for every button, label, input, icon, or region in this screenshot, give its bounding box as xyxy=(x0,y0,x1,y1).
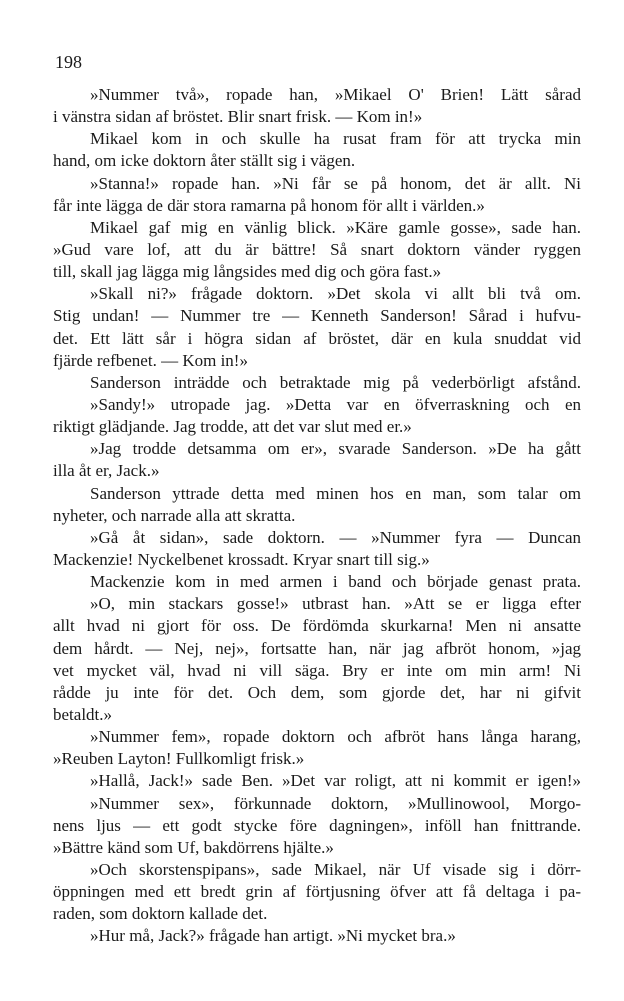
text-line: i vänstra sidan af bröstet. Blir snart frisk. — Kom in!» xyxy=(53,107,423,127)
text-line: rådde ju inte för det. Och dem, som gjorde det, har ni gifvit xyxy=(53,682,581,702)
text-line: får inte lägga de där stora ramarna på honom för allt i världen.» xyxy=(53,195,485,215)
text-line: allt hvad ni gjort för oss. De fördömda skurkarna! Men ni ansatte xyxy=(53,616,581,636)
text-line: öppningen med ett bredt grin af förtjusning öfver att få deltaga i pa- xyxy=(53,882,581,902)
text-line: Sanderson yttrade detta med minen hos en man, som talar om xyxy=(90,483,581,503)
text-line: fjärde refbenet. — Kom in!» xyxy=(53,350,248,370)
text-line: »O, min stackars gosse!» utbrast han. »Att se er ligga efter xyxy=(90,594,581,614)
text-line: Stig undan! — Nummer tre — Kenneth Sanderson! Sårad i hufvu- xyxy=(53,306,581,326)
text-line: »Reuben Layton! Fullkomligt frisk.» xyxy=(53,749,305,769)
text-line: »Och skorstenspipans», sade Mikael, när Uf visade sig i dörr- xyxy=(90,859,581,879)
text-line: vet mycket väl, hvad ni vill säga. Bry er inte om min arm! Ni xyxy=(53,660,581,680)
text-line: till, skall jag lägga mig långsides med dig och göra fast.» xyxy=(53,262,442,282)
text-line: illa åt er, Jack.» xyxy=(53,461,160,481)
body-text xyxy=(53,84,581,947)
text-line: Mackenzie kom in med armen i band och började genast prata. xyxy=(90,572,581,592)
text-line: Mikael gaf mig en vänlig blick. »Käre gamle gosse», sade han. xyxy=(90,217,581,237)
text-line: »Gud vare lof, att du är bättre! Så snart doktorn vänder ryggen xyxy=(53,239,581,259)
text-line: riktigt glädjande. Jag trodde, att det var slut med er.» xyxy=(53,417,412,437)
text-line: Mackenzie! Nyckelbenet krossadt. Kryar snart till sig.» xyxy=(53,549,430,569)
text-line: Sanderson inträdde och betraktade mig på vederbörligt afstånd. xyxy=(90,372,581,392)
text-line: hand, om icke doktorn åter ställt sig i vägen. xyxy=(53,151,356,171)
text-line: »Nummer två», ropade han, »Mikael O' Brien! Lätt sårad xyxy=(90,85,581,104)
text-line: »Gå åt sidan», sade doktorn. — »Nummer fyra — Duncan xyxy=(90,527,581,547)
text-line: »Skall ni?» frågade doktorn. »Det skola vi allt bli två om. xyxy=(90,284,581,304)
text-line: »Jag trodde detsamma om er», svarade Sanderson. »De ha gått xyxy=(90,439,581,459)
text-line: »Nummer sex», förkunnade doktorn, »Mullinowool, Morgo- xyxy=(90,793,581,813)
text-line: »Hallå, Jack!» sade Ben. »Det var roligt, att ni kommit er igen!» xyxy=(90,771,581,791)
page-number: 198 xyxy=(55,52,82,72)
text-line: »Sandy!» utropade jag. »Detta var en öfverraskning och en xyxy=(90,394,581,414)
text-line: nens ljus — ett godt stycke före dagningen», inföll han fnittrande. xyxy=(53,815,581,835)
text-line: betaldt.» xyxy=(53,704,113,724)
text-line: raden, som doktorn kallade det. xyxy=(53,904,268,924)
text-line: »Stanna!» ropade han. »Ni får se på honom, det är allt. Ni xyxy=(90,173,581,193)
text-line: »Nummer fem», ropade doktorn och afbröt hans långa harang, xyxy=(90,727,581,747)
text-line: det. Ett lätt sår i högra sidan af bröstet, där en kula snuddat vid xyxy=(53,328,581,348)
text-line: »Hur må, Jack?» frågade han artigt. »Ni mycket bra.» xyxy=(90,926,456,946)
text-line: »Bättre känd som Uf, bakdörrens hjälte.» xyxy=(53,837,334,857)
text-line: Mikael kom in och skulle ha rusat fram för att trycka min xyxy=(90,129,581,149)
text-line: nyheter, och narrade alla att skratta. xyxy=(53,505,296,525)
text-line: dem hårdt. — Nej, nej», fortsatte han, när jag afbröt honom, »jag xyxy=(53,638,581,658)
